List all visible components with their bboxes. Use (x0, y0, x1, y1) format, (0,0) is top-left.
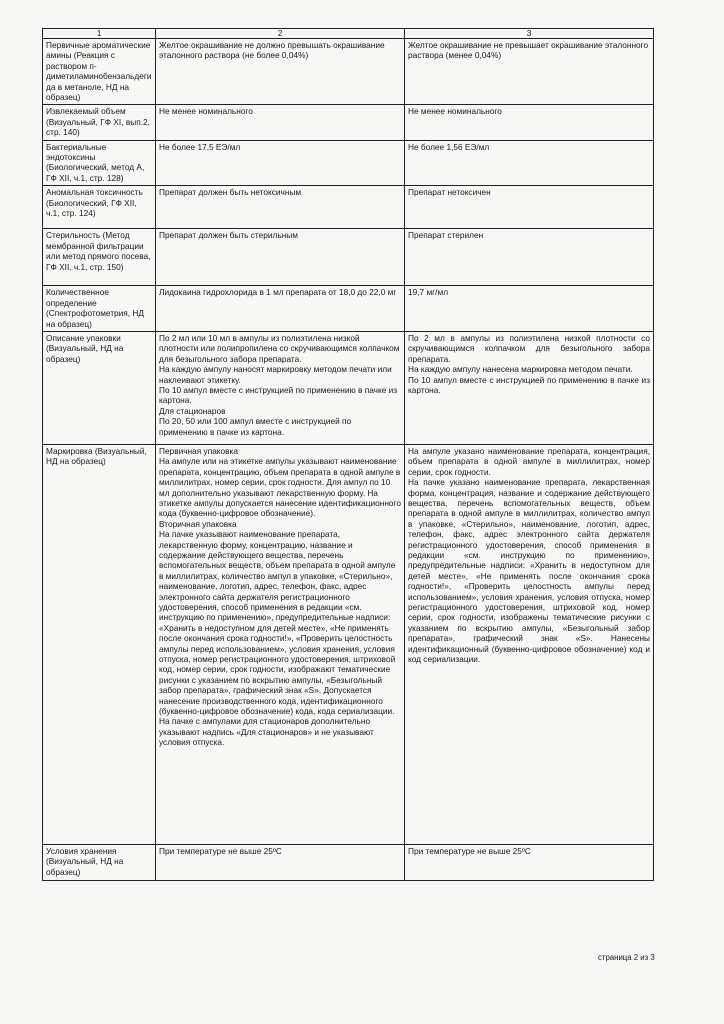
result-cell (405, 105, 654, 140)
result-cell (405, 444, 654, 844)
result-paragraph: Не более 1,56 ЕЭ/мл (408, 141, 490, 152)
requirement-cell (156, 331, 405, 444)
requirement-paragraph: На каждую ампулу наносят маркировку методом печати или наклеивают этикетку. (159, 364, 392, 385)
result-paragraph: На каждую ампулу нанесена маркировка методом печати. (408, 364, 633, 375)
table-row (43, 229, 654, 286)
column-number-2: 2 (156, 29, 405, 39)
result-cell (405, 331, 654, 444)
table-row (43, 444, 654, 844)
requirement-cell (156, 186, 405, 229)
table-row (43, 844, 654, 880)
parameter-name-cell: Маркировка (Визуальный, НД на образец) (43, 444, 156, 844)
result-paragraph: Желтое окрашивание не превышает окрашивание эталонного раствора (менее 0,04%) (408, 40, 649, 61)
header-row (43, 29, 654, 39)
requirement-paragraph: На пачке с ампулами для стационаров дополнительно указывают надпись «Для стационаров» и не указывают условия отпуска. (159, 716, 374, 748)
requirement-cell (156, 105, 405, 140)
parameter-name-cell: Стерильность (Метод мембранной фильтрации или метод прямого посева, ГФ XII, ч.1, стр. 150) (43, 229, 156, 286)
table-row (43, 39, 654, 105)
requirement-paragraph: Для стационаров (159, 405, 226, 416)
result-cell (405, 39, 654, 105)
requirement-paragraph: Не более 17,5 ЕЭ/мл (159, 141, 241, 152)
requirement-cell (156, 286, 405, 332)
requirement-paragraph: По 2 мл или 10 мл в ампулы из полиэтилена низкой плотности или полипропилена со скручивающимся колпачком для безыгольного забора препарата. (159, 332, 400, 364)
result-paragraph: По 10 ампул вместе с инструкцией по применению в пачке из картона. (408, 374, 650, 395)
table-row (43, 105, 654, 140)
requirement-paragraph: Первичная упаковка (159, 445, 238, 456)
requirement-cell (156, 844, 405, 880)
requirement-paragraph: Препарат должен быть стерильным (159, 230, 298, 241)
requirement-paragraph: По 10 ампул вместе с инструкцией по применению в пачке из картона. (159, 384, 398, 406)
table-body (43, 39, 654, 881)
table-row (43, 286, 654, 332)
result-cell (405, 140, 654, 186)
requirement-cell (156, 39, 405, 105)
result-paragraph: На пачке указано наименование препарата, лекарственная форма, концентрация, название и содержание действующего вещества, перечень вспомогательных веществ, объем препарата в одной ампуле в миллилитрах, количество ампул в упаковке, «Стерильно», наименование, логотип, адрес, телефон, факс, адрес электронного сайта держателя регистрационного удостоверения, способ применения в редакции «см. инструкцию по применению», предупредительные надписи: «Хранить в недоступном для детей месте», «Не применять после окончания срока годности!», «Проверить целостность ампулы перед использованием», условия хранения, условия отпуска, номер регистрационного удостоверения, штриховой код, номер серии, срок годности, изображены тематические рисунки с указанием по вскрытию ампулы, «Безыгольный забор препарата», графический знак «S». Нанесены идентификационный (буквенно-цифровое обозначение) код и код сериализации. (408, 477, 650, 665)
parameter-name-cell: Бактериальные эндотоксины (Биологический, метод А, ГФ XII, ч.1, стр. 128) (43, 140, 156, 186)
parameter-name-cell: Количественное определение (Спектрофотометрия, НД на образец) (43, 286, 156, 332)
result-cell (405, 286, 654, 332)
requirement-paragraph: Лидокаина гидрохлорида в 1 мл препарата от 18,0 до 22,0 мг (159, 287, 397, 298)
parameter-name-cell: Аномальная токсичность (Биологический, ГФ XII, ч.1, стр. 124) (43, 186, 156, 229)
specification-table (42, 28, 654, 881)
requirement-paragraph: Не менее номинального (159, 106, 253, 117)
table-row (43, 186, 654, 229)
requirement-cell (156, 140, 405, 186)
requirement-paragraph: Препарат должен быть нетоксичным (159, 187, 302, 198)
requirement-paragraph: При температуре не выше 25ºС (159, 845, 282, 856)
result-paragraph: На ампуле указано наименование препарата, концентрация, объем препарата в одной ампуле в миллилитрах, номер серии, срок годности. (408, 445, 650, 477)
result-paragraph: 19,7 мг/мл (408, 287, 449, 298)
requirement-paragraph: Вторичная упаковка (159, 518, 237, 529)
requirement-cell (156, 229, 405, 286)
requirement-paragraph: На ампуле или на этикетке ампулы указывают наименование препарата, концентрацию, объем препарата в одной ампуле в миллилитрах, номер серии, срок годности. Для ампул по 10 мл дополнительно указывают лекарственную форму. На этикетке ампулы допускается нанесение идентификационного кода (буквенно-цифровое обозначение). (159, 456, 401, 519)
requirement-paragraph: На пачке указывают наименование препарата, лекарственную форму, концентрацию, название и содержание действующего вещества, перечень вспомогательных веществ, объем препарата в одной ампуле в миллилитрах, количество ампул в упаковке, «Стерильно», наименование, логотип, адрес, телефон, факс, адрес электронного сайта держателя регистрационного удостоверения, способ применения в редакции «см. инструкцию по применению», предупредительные надписи: «Хранить в недоступном для детей месте», «Не применять после окончания срока годности!», «Проверить целостность ампулы перед использованием», условия хранения, условия отпуска, номер регистрационного удостоверения, штриховой код, номер серии, срок годности, изображают тематические рисунки с указанием по вскрытию ампулы, «Безыгольный забор препарата», графический знак «S». Допускается нанесение производственного кода, идентификационного (буквенно-цифровое обозначение) кода, кода сериализации. (159, 529, 396, 717)
result-cell (405, 229, 654, 286)
result-cell (405, 844, 654, 880)
requirement-cell (156, 444, 405, 844)
result-cell (405, 186, 654, 229)
column-number-3: 3 (405, 29, 654, 39)
result-paragraph: Препарат нетоксичен (408, 187, 491, 198)
parameter-name-cell: Условия хранения (Визуальный, НД на образец) (43, 844, 156, 880)
result-paragraph: При температуре не выше 25ºС (408, 845, 531, 856)
requirement-paragraph: По 20, 50 или 100 ампул вместе с инструкцией по применению в пачке из картона. (159, 416, 352, 437)
result-paragraph: Препарат стерилен (408, 230, 484, 241)
parameter-name-cell: Первичные ароматические амины (Реакция с раствором п-диметиламинобензальдегида в метаноле, НД на образец) (43, 39, 156, 105)
table-row (43, 140, 654, 186)
page-number: страница 2 из 3 (598, 953, 655, 962)
column-number-1: 1 (43, 29, 156, 39)
parameter-name-cell: Извлекаемый объем (Визуальный, ГФ XI, вып.2, стр. 140) (43, 105, 156, 140)
parameter-name-cell: Описание упаковки (Визуальный, НД на образец) (43, 331, 156, 444)
requirement-paragraph: Желтое окрашивание не должно превышать окрашивание эталонного раствора (не более 0,04%) (159, 40, 385, 61)
table-row (43, 331, 654, 444)
result-paragraph: По 2 мл в ампулы из полиэтилена низкой плотности со скручивающимся колпачком для безыгольного забора препарата. (408, 332, 650, 364)
result-paragraph: Не менее номинального (408, 106, 502, 117)
